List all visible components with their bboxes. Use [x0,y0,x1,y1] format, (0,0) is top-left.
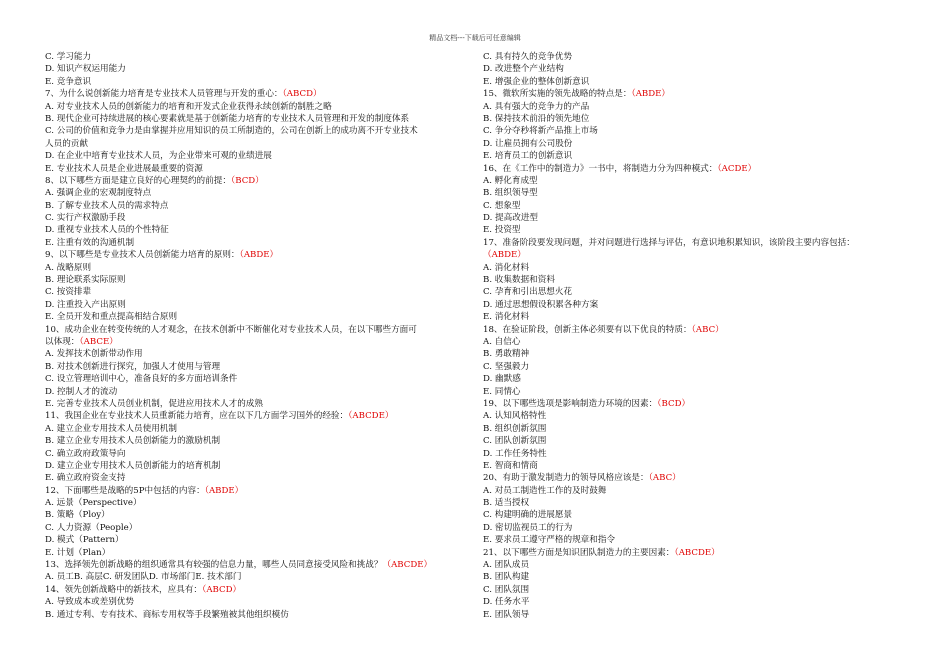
line-text: C. 孕育和引出思想火花 [483,287,573,298]
line-text: D. 改进整个产业结构 [483,64,564,75]
line-text: A. 对员工制造性工作的及时鼓舞 [483,485,607,496]
text-line [483,497,918,509]
text-line [483,274,918,286]
line-text: 17、准备阶段要发现问题，并对问题进行选择与评估，有意识地积累知识，该阶段主要内容包括： [483,237,855,248]
line-text: B. 适当授权 [483,498,530,509]
line-text: 21、以下哪些方面是知识团队制造力的主要因素： [483,547,675,558]
line-text: B. 通过专利、专有技术、商标专用权等手段繁殖被其他组织模仿 [45,609,289,620]
text-line [483,435,918,447]
text-line [45,435,480,447]
text-line [45,336,480,348]
text-line [45,609,480,621]
line-text: C. 公司的价值和竞争力是由掌握并应用知识的员工所制造的，公司在创新上的成功离不开专业技术 [45,126,418,137]
text-line [45,113,480,125]
text-line [483,175,918,187]
line-text: A. 消化材料 [483,262,530,273]
line-text: D. 密切监视员工的行为 [483,522,573,533]
line-text: 16、在《工作中的制造力》一书中，将制造力分为四种模式： [483,163,718,174]
text-line [45,559,480,571]
line-text: E. 同情心 [483,386,521,397]
text-line [483,187,918,199]
text-line [483,51,918,63]
text-line [45,534,480,546]
line-text: 19、以下哪些选项是影响制造力环境的因素： [483,398,658,409]
line-text: C. 坚强毅力 [483,361,530,372]
line-text: D. 通过思想假设积累各种方案 [483,299,599,310]
line-text: E. 竞争意识 [45,76,92,87]
line-text: C. 想象型 [483,200,521,211]
answer-key: （ABCDE） [348,411,394,422]
text-line [45,596,480,608]
line-text: C. 具有持久的竞争优势 [483,52,573,62]
line-text: E. 计划（Plan） [45,547,111,558]
line-text: A. 孵化育成型 [483,175,538,186]
text-line [483,609,918,621]
text-line [45,386,480,398]
text-line [483,410,918,422]
text-line [45,410,480,422]
text-line [483,559,918,571]
text-line [483,125,918,137]
line-text: A. 员工B. 高层C. 研发团队D. 市场部门E. 技术部门 [45,572,242,583]
page-header: 精品文档---下载后可任意编辑 [429,34,521,42]
line-text: D. 控制人才的流动 [45,386,118,397]
text-line [45,584,480,596]
line-text: D. 幽默感 [483,374,521,385]
text-line [483,249,918,261]
line-text: D. 注重投入产出原则 [45,299,126,310]
line-text: D. 知识产权运用能力 [45,64,126,75]
line-text: D. 工作任务特性 [483,448,547,459]
line-text: C. 学习能力 [45,52,92,62]
text-line [45,423,480,435]
answer-key: （ABDE） [631,89,671,100]
text-line [483,101,918,113]
text-line [45,237,480,249]
line-text: E. 完善专业技术人员创业机制，促进应用技术人才的成熟 [45,398,263,409]
text-line [45,88,480,100]
text-line [483,138,918,150]
text-line [483,448,918,460]
line-text: A. 具有强大的竞争力的产品 [483,101,590,112]
line-text: C. 争分夺秒将新产品推上市场 [483,126,598,137]
line-text: E. 培育员工的创新意识 [483,151,573,162]
line-text: D. 模式（Pattern） [45,535,124,546]
text-line [45,547,480,559]
line-text: B. 建立企业专用技术人员创新能力的激励机制 [45,436,221,447]
line-text: B. 组织创新氛围 [483,423,547,434]
text-line [45,224,480,236]
text-line [45,299,480,311]
line-text: B. 收集数据和资料 [483,275,555,286]
answer-key: （ABC） [691,324,724,335]
line-text: 18、在验证阶段，创新主体必须要有以下优良的特质： [483,324,692,335]
answer-key: （BCD） [657,398,691,409]
line-text: C. 团队创新氛围 [483,436,547,447]
text-line [45,472,480,484]
line-text: C. 团队氛围 [483,584,530,595]
line-text: A. 对专业技术人员的创新能力的培育和开发式企业获得永续创新的制胜之略 [45,101,332,112]
line-text: C. 设立管理培训中心，准备良好的多方面培训条件 [45,374,238,385]
text-line [45,324,480,336]
line-text: B. 勇敢精神 [483,349,530,360]
text-line [45,163,480,175]
line-text: 13、选择领先创新战略的组织通常具有较强的信息力量，哪些人员同意接受风险和挑战？ [45,560,383,571]
text-line [483,299,918,311]
text-line [45,51,480,63]
line-text: C. 构建明确的进展愿景 [483,510,573,521]
text-line [483,150,918,162]
answer-key: （ABCDE） [382,560,433,571]
text-line [483,224,918,236]
answer-key: （ABDE） [239,250,279,261]
line-text: B. 现代企业可持续进展的核心要素就是基于创新能力培育的专业技术人员管理和开发的制度体系 [45,113,410,124]
text-line [45,262,480,274]
text-line [483,522,918,534]
text-line [483,200,918,212]
line-text: E. 消化材料 [483,312,530,323]
text-line [45,175,480,187]
text-line [483,547,918,559]
text-line [483,348,918,360]
text-line [483,398,918,410]
text-line [45,448,480,460]
text-line [45,460,480,472]
line-text: 20、有助于激发制造力的领导风格应该是： [483,473,649,484]
line-text: A. 自信心 [483,336,521,347]
right-column [483,51,918,621]
text-line [45,200,480,212]
text-line [45,348,480,360]
line-text: B. 对技术创新进行探究，加强人才使用与管理 [45,361,221,372]
text-line [45,138,480,150]
line-text: E. 注重有效的沟通机制 [45,237,135,248]
text-line [483,76,918,88]
text-line [45,485,480,497]
line-text: C. 按资排辈 [45,287,92,298]
text-line [45,76,480,88]
text-line [483,584,918,596]
line-text: 15、微软所实施的领先战略的特点是： [483,89,632,100]
answer-key: （ABDE） [204,485,244,496]
text-line [483,571,918,583]
line-text: E. 团队领导 [483,609,530,620]
text-line [483,485,918,497]
text-line [45,212,480,224]
line-text: A. 建立企业专用技术人员使用机制 [45,423,177,434]
text-line [45,249,480,261]
line-text: B. 了解专业技术人员的需求特点 [45,200,169,211]
line-text: 14、领先创新战略中的新技术，应具有： [45,584,203,595]
text-line [45,274,480,286]
answer-key: （ABCD） [202,584,242,595]
text-line [483,212,918,224]
line-text: B. 理论联系实际原则 [45,275,126,286]
answer-key: （ACDE） [717,163,757,174]
line-text: E. 增强企业的整体创新意识 [483,76,590,87]
line-text: 以体现： [45,336,80,347]
answer-key: （ABCE） [79,336,118,347]
answer-key: （ABC） [648,473,681,484]
line-text: 10、成功企业在转变传统的人才观念，在技术创新中不断催化对专业技术人员，在以下哪些方面可 [45,324,417,335]
text-line [483,373,918,385]
line-text: E. 智商和情商 [483,460,538,471]
line-text: A. 认知风格特性 [483,411,547,422]
line-text: 7、为什么说创新能力培育是专业技术人员管理与开发的重心： [45,89,283,100]
text-line [483,286,918,298]
text-line [483,63,918,75]
line-text: A. 导致成本或差别优势 [45,597,135,608]
line-text: C. 确立政府政策导向 [45,448,126,459]
line-text: 12、下面哪些是战略的5P中包括的内容： [45,485,205,496]
text-line [45,522,480,534]
text-line [483,237,918,249]
line-text: C. 人力资源（People） [45,522,138,533]
text-line [483,361,918,373]
text-line [45,125,480,137]
answer-key: （ABCD） [282,89,322,100]
line-text: E. 全员开发和重点提高相结合原则 [45,312,178,323]
text-line [45,101,480,113]
text-line [483,336,918,348]
left-column [45,51,480,621]
line-text: D. 让雇员拥有公司股份 [483,138,573,149]
line-text: 人员的贡献 [45,138,88,149]
line-text: A. 远景（Perspective） [45,498,142,509]
text-line [483,423,918,435]
text-line [45,187,480,199]
text-line [483,534,918,546]
line-text: D. 任务水平 [483,597,530,608]
text-line [483,472,918,484]
line-text: E. 要求员工遵守严格的规章和指令 [483,535,616,546]
text-line [483,460,918,472]
text-line [45,509,480,521]
answer-key: （ABCDE） [674,547,720,558]
text-line [483,311,918,323]
line-text: 9、以下哪些是专业技术人员创新能力培育的原则： [45,250,240,261]
answer-key: （ABDE） [483,250,526,261]
line-text: E. 确立政府资金支持 [45,473,126,484]
line-text: A. 战略原则 [45,262,92,273]
text-line [45,150,480,162]
line-text: A. 强调企业的宏观制度特点 [45,188,152,199]
line-text: D. 重视专业技术人员的个性特征 [45,225,169,236]
line-text: C. 实行产权激励手段 [45,213,126,224]
text-line [483,262,918,274]
text-line [483,88,918,100]
text-line [483,324,918,336]
text-line [483,113,918,125]
line-text: B. 策略（Ploy） [45,510,110,521]
text-line [483,163,918,175]
line-text: D. 建立企业专用技术人员创新能力的培育机制 [45,460,221,471]
line-text: E. 投资型 [483,225,521,236]
text-line [45,63,480,75]
line-text: A. 团队成员 [483,560,530,571]
text-line [45,361,480,373]
text-line [483,509,918,521]
line-text: D. 在企业中培育专业技术人员，为企业带来可观的业绩进展 [45,151,272,162]
text-line [483,596,918,608]
line-text: D. 提高改进型 [483,213,539,224]
text-line [45,571,480,583]
line-text: B. 保持技术前沿的领先地位 [483,113,590,124]
line-text: B. 组织领导型 [483,188,538,199]
line-text: E. 专业技术人员是企业进展最重要的资源 [45,163,203,174]
text-line [45,286,480,298]
text-line [45,497,480,509]
line-text: B. 团队构建 [483,572,530,583]
line-text: 11、我国企业在专业技术人员重新能力培育，应在以下几方面学习国外的经验： [45,411,349,422]
text-line [45,311,480,323]
line-text: A. 发挥技术创新带动作用 [45,349,143,360]
answer-key: （BCD） [230,175,264,186]
line-text: 8、以下哪些方面是建立良好的心理契约的前提： [45,175,231,186]
text-line [45,373,480,385]
text-line [45,398,480,410]
text-line [483,386,918,398]
